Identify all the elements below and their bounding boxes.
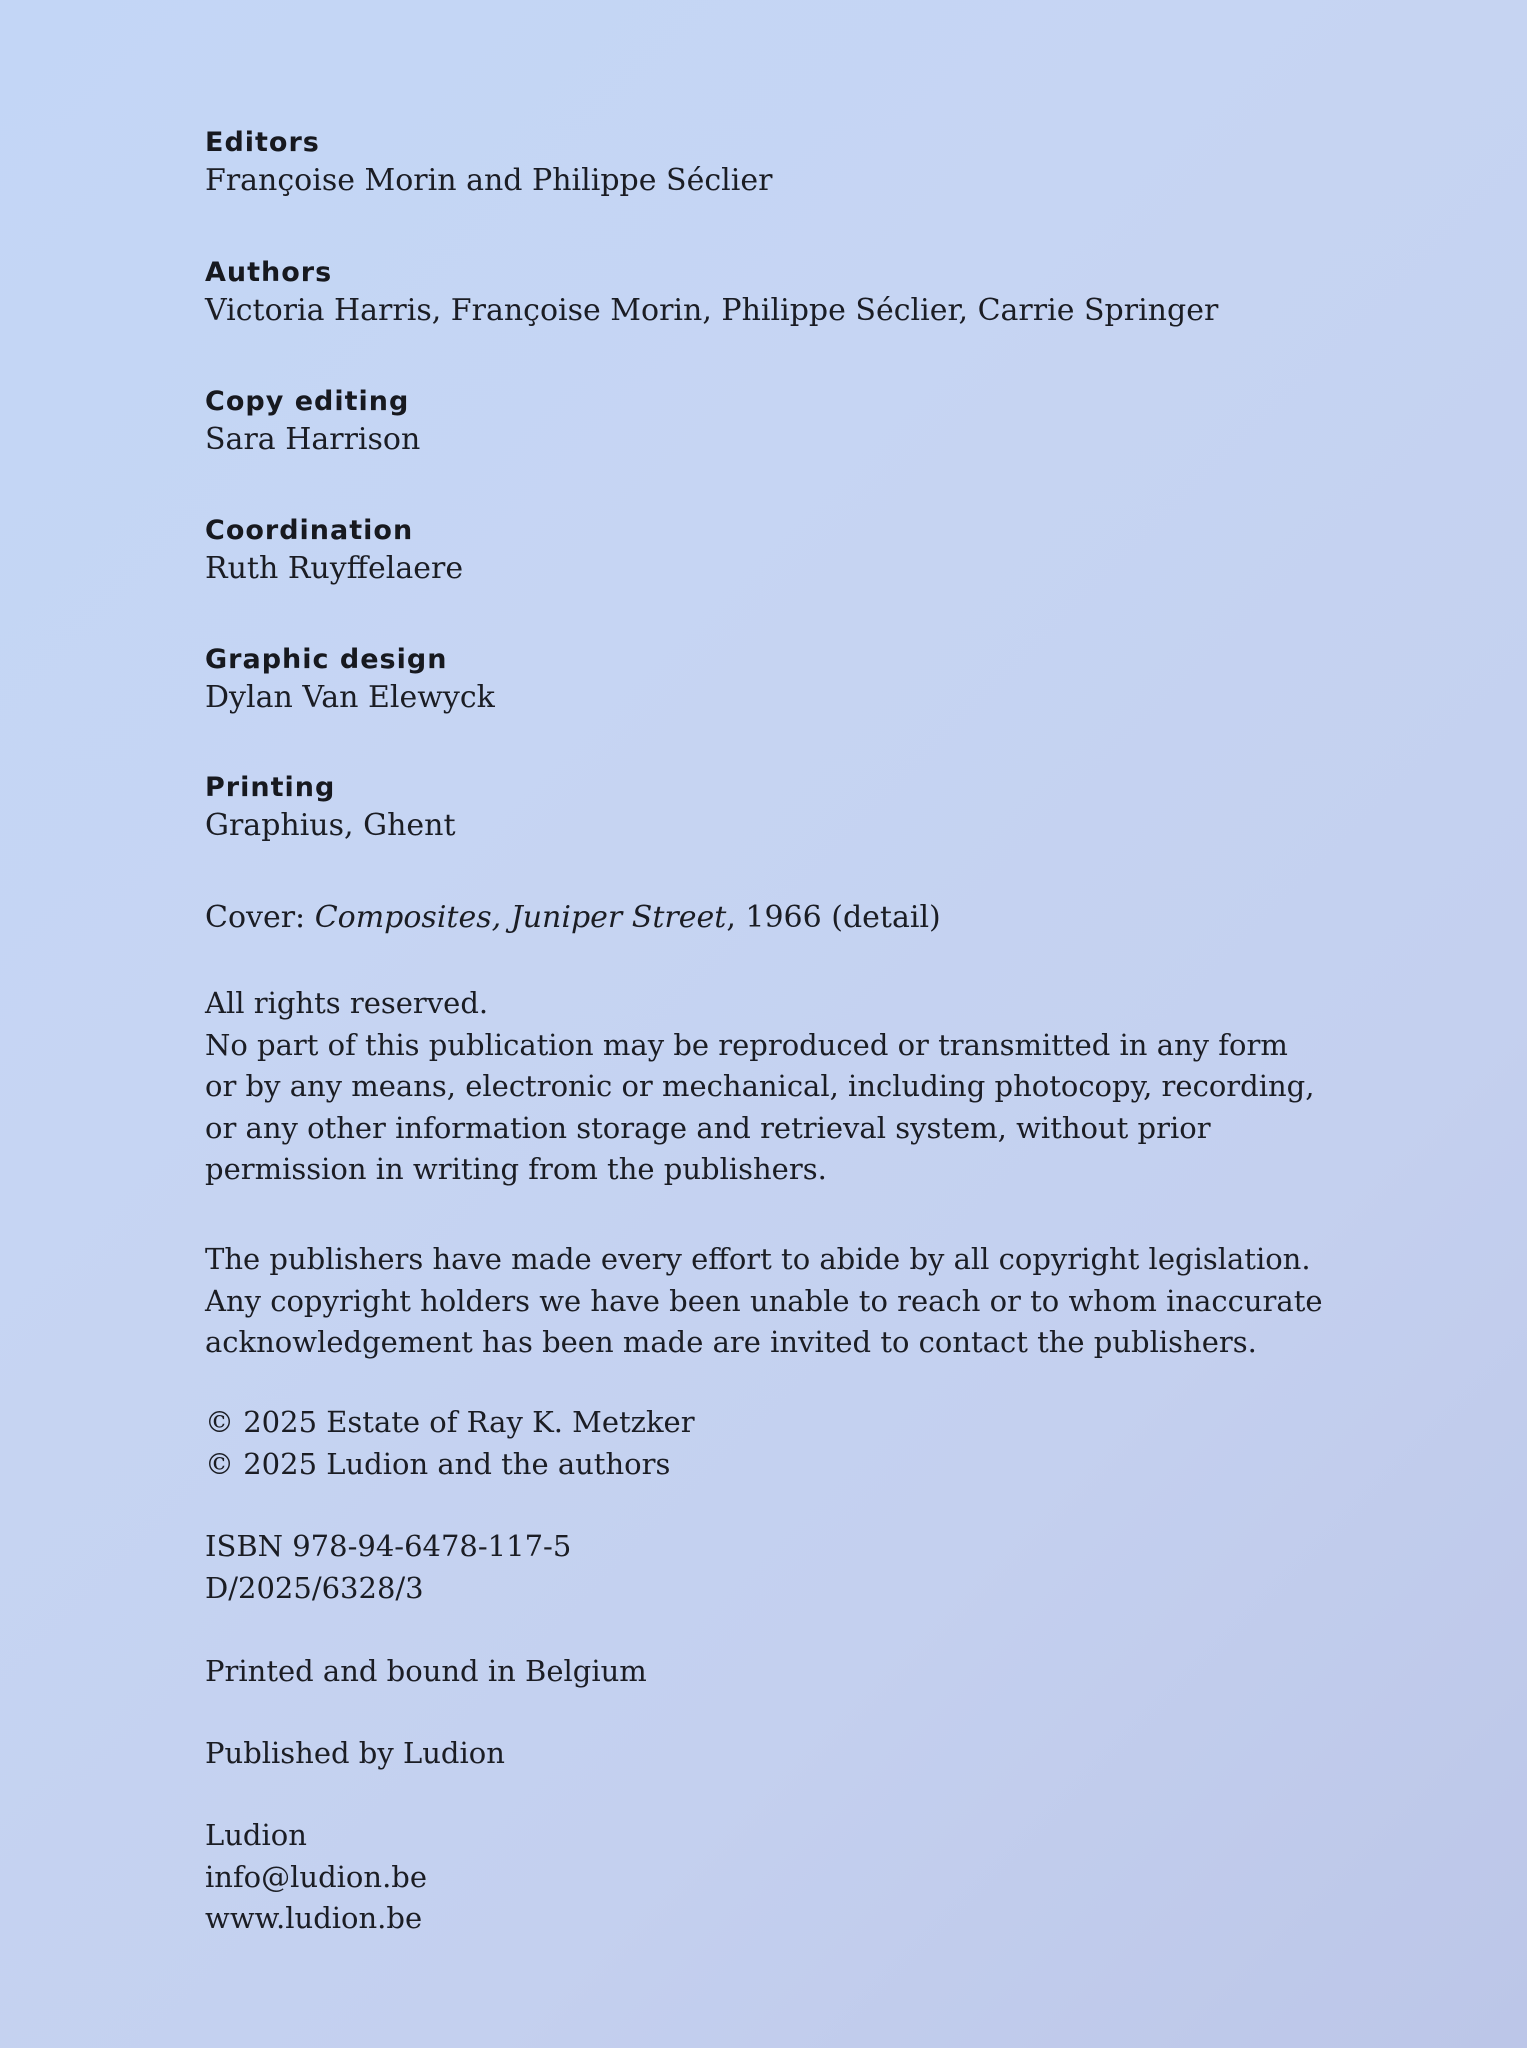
copy-editing-section (205, 385, 1345, 461)
copyright-estate: © 2025 Estate of Ray K. Metzker (205, 1405, 695, 1439)
authors-names: Victoria Harris, Françoise Morin, Philippe Séclier, Carrie Springer (205, 293, 1219, 328)
cover-title: Composites, Juniper Street (314, 900, 727, 935)
authors-heading: Authors (205, 257, 333, 288)
rights-line: permission in writing from the publishers. (205, 1152, 827, 1186)
cover-suffix: , 1966 (detail) (726, 900, 941, 935)
copy-editing-name: Sara Harrison (205, 422, 421, 457)
rights-line: or any other information storage and retrieval system, without prior (205, 1110, 1211, 1145)
rights-line: No part of this publication may be reproduced or transmitted in any form (205, 1027, 1288, 1062)
published-statement (205, 1733, 1345, 1775)
publisher-name: Ludion (205, 1818, 307, 1852)
publisher-email: info@ludion.be (205, 1859, 428, 1894)
identifiers (205, 1526, 1345, 1609)
rights-line: or by any means, electronic or mechanical, including photocopy, recording, (205, 1069, 1315, 1103)
coordination-heading: Coordination (205, 515, 414, 546)
graphic-design-heading: Graphic design (205, 644, 448, 675)
graphic-design-section (205, 643, 1345, 719)
printing-heading: Printing (205, 772, 336, 803)
rights-reserved: All rights reserved. (205, 986, 489, 1020)
copy-editing-heading: Copy editing (205, 386, 410, 417)
notice-line: Any copyright holders we have been unable to reach or to whom inaccurate (205, 1283, 1323, 1318)
printed-text: Printed and bound in Belgium (205, 1654, 647, 1688)
printed-statement (205, 1651, 1345, 1693)
editors-section (205, 126, 1345, 202)
cover-credit (205, 897, 1345, 939)
published-text: Published by Ludion (205, 1736, 505, 1770)
copyright-notice-paragraph (205, 1239, 1345, 1364)
authors-section (205, 256, 1345, 332)
coordination-section (205, 514, 1345, 590)
rights-paragraph (205, 983, 1345, 1191)
publisher-website: www.ludion.be (205, 1901, 423, 1935)
printing-section (205, 771, 1345, 847)
copyright-lines (205, 1402, 1345, 1485)
graphic-design-name: Dylan Van Elewyck (205, 680, 495, 715)
coordination-name: Ruth Ruyffelaere (205, 551, 464, 586)
printing-name: Graphius, Ghent (205, 808, 456, 843)
cover-prefix: Cover: (205, 900, 315, 935)
editors-heading: Editors (205, 127, 320, 158)
copyright-publisher: © 2025 Ludion and the authors (205, 1446, 671, 1481)
legal-deposit: D/2025/6328/3 (205, 1570, 424, 1605)
publisher-contact (205, 1815, 1345, 1940)
notice-line: The publishers have made every effort to abide by all copyright legislation. (205, 1242, 1311, 1276)
isbn: ISBN 978-94-6478-117-5 (205, 1529, 572, 1563)
editors-names: Françoise Morin and Philippe Séclier (205, 163, 773, 198)
notice-line: acknowledgement has been made are invited to contact the publishers. (205, 1325, 1257, 1359)
